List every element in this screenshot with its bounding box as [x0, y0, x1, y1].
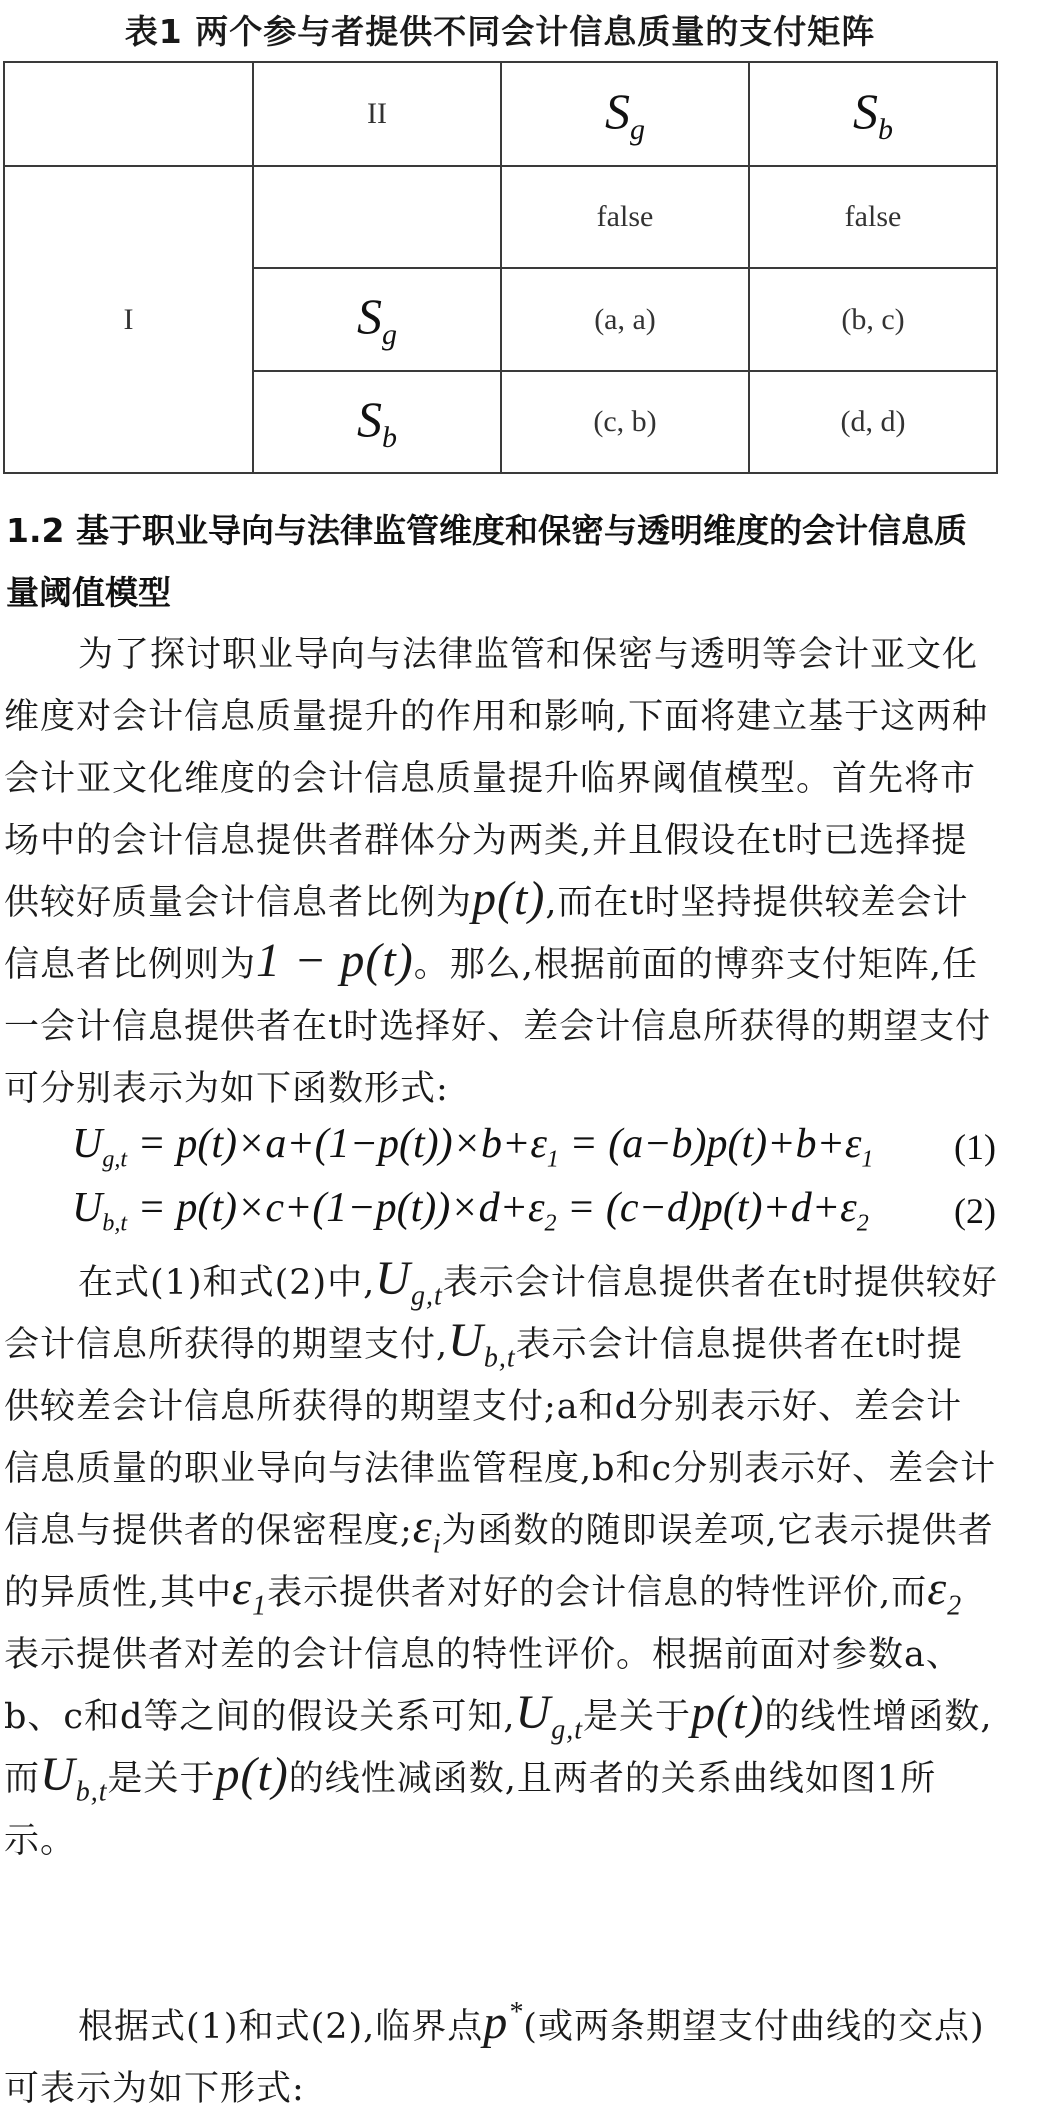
paragraph-2: 在式(1)和式(2)中$,U_{g,t}$表示会计信息提供者在t时提供较好会计信息所获得的期望支付$,U_{b,t}$表示会计信息提供者在t时提供较差会计信息所获得的期望支付;a和d分别表示好、差会计信息质量的职业导向与法律监管程度,b和c分别表示好、差会计信息与提供者的保密程度$;\varepsilon_i$为函数的随即误差项,它表示提供者的异质性,其中$\varepsilon_1$表示提供者对好的会计信息的特性评价,而$\varepsilon_2$表示提供者对差的会计信息的特性评价。根据前面对参数a、b、c和d等之间的假设关系可知$,U_{g,t}$是关于p(t)的线性增函数,而$U_{b,t}$是关于p(t)的线性减函数,且两者的关系曲线如图1所示。 — [4, 1252, 998, 1861]
row-header-bad: $S_b$ — [253, 371, 501, 473]
payoff-cell-bg: (c, b) — [501, 371, 749, 473]
placeholder-cell-bad: false — [749, 166, 997, 268]
math-p-star: p* — [483, 1996, 524, 2049]
row-header-good: $S_g$ — [253, 268, 501, 371]
placeholder-cell-good: false — [501, 166, 749, 268]
equation-1: $U_{g,t} = p(t)\times a+(1-p(t))\times b+\varepsilon_1 = (a-b)p(t)+b+\varepsilon_1$ (1) — [72, 1121, 996, 1173]
equation-2: $U_{b,t} = p(t)\times c+(1-p(t))\times d+\varepsilon_2 = (c-d)p(t)+d+\varepsilon_2$ (2) — [72, 1185, 996, 1237]
paragraph-3: 根据式(1)和式(2),临界点p*(或两条期望支付曲线的交点)可表示为如下形式: — [4, 1996, 985, 2109]
equation-1-number: (1) — [954, 1127, 996, 1167]
math-one-minus-pt: 1 − p(t) — [256, 934, 414, 987]
math-pt: p(t) — [472, 872, 546, 925]
paragraph-1: 为了探讨职业导向与法律监管和保密与透明等会计亚文化维度对会计信息质量提升的作用和影响,下面将建立基于这两种会计亚文化维度的会计信息质量提升临界阈值模型。首先将市场中的会计信息提供者群体分为两类,并且假设在t时已选择提供较好质量会计信息者比例为p(t),而在t时坚持提供较差会计信息者比例则为1 − p(t)。那么,根据前面的博弈支付矩阵,任一会计信息提供者在t时选择好、差会计信息所获得的期望支付可分别表示为如下函数形式: — [4, 635, 992, 1109]
payoff-cell-bb: (d, d) — [749, 371, 997, 473]
math-eps-2: $\varepsilon_2$ — [927, 1562, 963, 1622]
table-caption: 表1 两个参与者提供不同会计信息质量的支付矩阵 — [124, 12, 876, 51]
equation-2-number: (2) — [954, 1191, 996, 1231]
math-pt-3: p(t) — [215, 1748, 289, 1801]
math-eps-1: $\varepsilon_1$ — [232, 1562, 268, 1622]
math-u-gt-2: $U_{g,t}$ — [515, 1686, 583, 1746]
math-u-gt: $U_{g,t}$ — [375, 1252, 443, 1312]
math-u-bt-2: $U_{b,t}$ — [40, 1748, 108, 1808]
section-heading: 1.2 基于职业导向与法律监管维度和保密与透明维度的会计信息质量阈值模型 — [6, 511, 967, 612]
blank-cell — [253, 166, 501, 268]
payoff-cell-gb: (b, c) — [749, 268, 997, 371]
corner-cell — [4, 62, 253, 166]
col-header-bad: $S_b$ — [749, 62, 997, 166]
payoff-matrix-table — [3, 61, 998, 474]
math-u-bt: $U_{b,t}$ — [448, 1314, 516, 1374]
col-header-good: $S_g$ — [501, 62, 749, 166]
payoff-cell-gg: (a, a) — [501, 268, 749, 371]
player-1-label: I — [4, 166, 253, 473]
math-pt-2: p(t) — [691, 1686, 765, 1739]
math-eps-i: $\varepsilon_i$ — [412, 1500, 442, 1560]
player-2-label: II — [253, 62, 501, 166]
